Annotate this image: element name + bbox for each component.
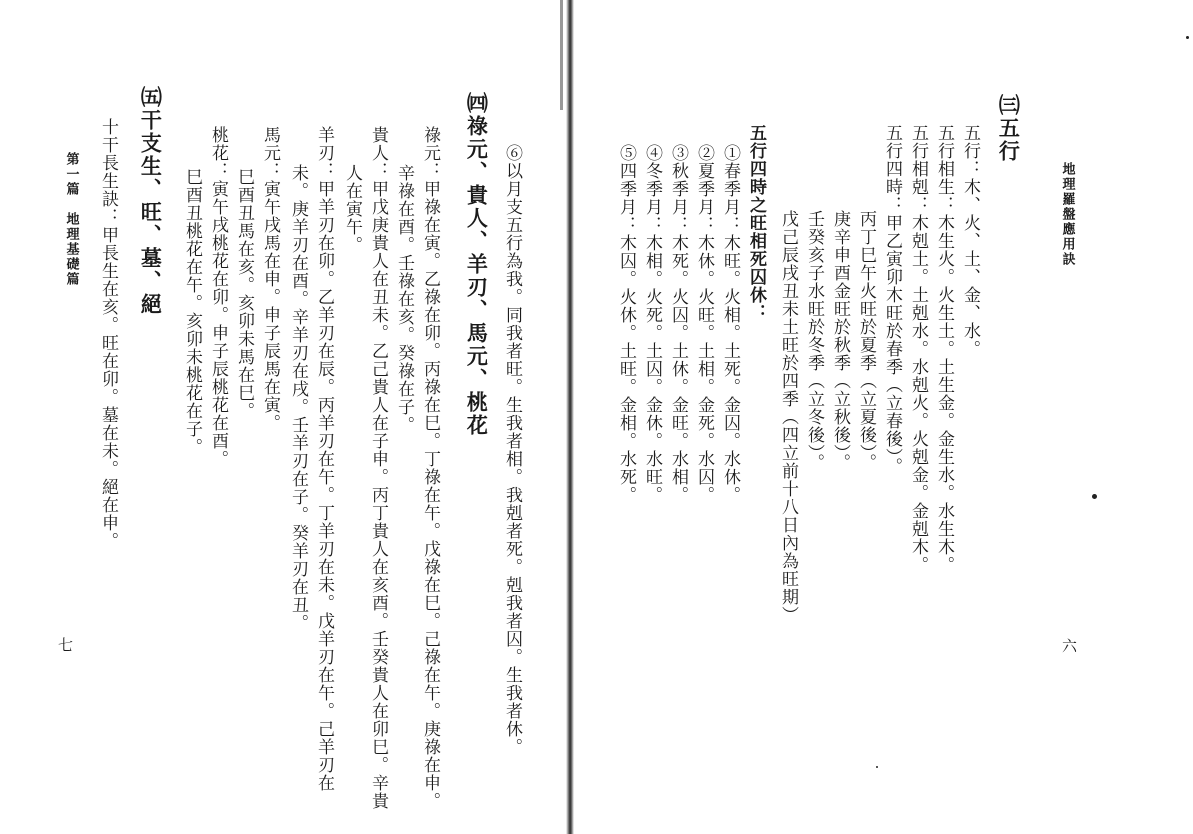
tao-line: 巳酉丑桃花在午。亥卯未桃花在子。 — [181, 168, 202, 456]
scan-speck — [876, 766, 878, 768]
lu-line: 祿元：甲祿在寅。乙祿在卯。丙祿在巳。丁祿在午。戊祿在巳。己祿在午。庚祿在申。 — [419, 126, 440, 810]
item-6-line: ⑥以月支五行為我。同我者旺。生我者相。我剋者死。剋我者囚。生我者休。 — [501, 144, 522, 756]
gui-line: 貴人：甲戊庚貴人在丑未。乙己貴人在子申。丙丁貴人在亥酉。壬癸貴人在卯巳。辛貴 — [367, 126, 388, 810]
yang-line: 羊刃：甲羊刃在卯。乙羊刃在辰。丙羊刃在午。丁羊刃在未。戊羊刃在午。己羊刃在 — [313, 126, 334, 792]
text-line: 丙丁巳午火旺於夏季（立夏後）。 — [855, 210, 876, 472]
section-5-title: ㈤干支生、旺、墓、絕 — [138, 86, 164, 316]
yang-line: 未。庚羊刃在酉。辛羊刃在戌。壬羊刃在子。癸羊刃在丑。 — [287, 164, 308, 632]
text-line: 五行：木、火、土、金、水。 — [959, 124, 980, 358]
season-line: ④冬季月：木相。火死。土囚。金休。水旺。 — [641, 144, 662, 504]
season-line: ①春季月：木旺。火相。土死。金囚。水休。 — [719, 144, 740, 504]
gui-line: 人在寅午。 — [341, 164, 362, 254]
text-line: 五行相剋：木剋土。土剋水。水剋火。火剋金。金剋木。 — [907, 124, 928, 574]
subheading: 五行四時之旺相死囚休： — [745, 124, 766, 322]
text-line: 五行相生：木生火。火生土。土生金。金生水。水生木。 — [933, 124, 954, 574]
season-line: ⑤四季月：木囚。火休。土旺。金相。水死。 — [615, 144, 636, 504]
sheng-line: 十干長生訣：甲長生在亥。旺在卯。墓在未。絕在申。 — [97, 118, 118, 550]
season-line: ③秋季月：木死。火囚。土休。金旺。水相。 — [667, 144, 688, 504]
tao-line: 桃花：寅午戌桃花在卯。申子辰桃花在酉。 — [207, 126, 228, 468]
text-line: 戊己辰戌丑未土旺於四季（四立前十八日內為旺期） — [777, 210, 798, 624]
left-page — [0, 0, 572, 834]
text-line: 庚辛申酉金旺於秋季（立秋後）。 — [829, 210, 850, 472]
page-number: 七 — [58, 636, 74, 654]
section-3-title: ㈢五行 — [996, 94, 1022, 163]
ma-line: 馬元：寅午戌馬在申。申子辰馬在寅。 — [259, 126, 280, 432]
text-line: 五行四時：甲乙寅卯木旺於春季（立春後）。 — [881, 124, 902, 476]
scan-speck — [1092, 494, 1097, 499]
scan-speck — [1186, 36, 1189, 39]
section-4-title: ㈣祿元、貴人、羊刃、馬元、桃花 — [464, 92, 490, 437]
right-page — [574, 0, 1193, 834]
season-line: ②夏季月：木休。火旺。土相。金死。水囚。 — [693, 144, 714, 504]
running-footer: 第一篇 地理基礎篇 — [63, 152, 79, 287]
page-number: 六 — [1062, 637, 1078, 655]
lu-line: 辛祿在酉。壬祿在亥。癸祿在子。 — [393, 164, 414, 434]
ma-line: 巳酉丑馬在亥。亥卯未馬在巳。 — [233, 168, 254, 420]
text-line: 壬癸亥子水旺於冬季（立冬後）。 — [803, 210, 824, 472]
running-header: 地理羅盤應用訣 — [1059, 162, 1075, 267]
